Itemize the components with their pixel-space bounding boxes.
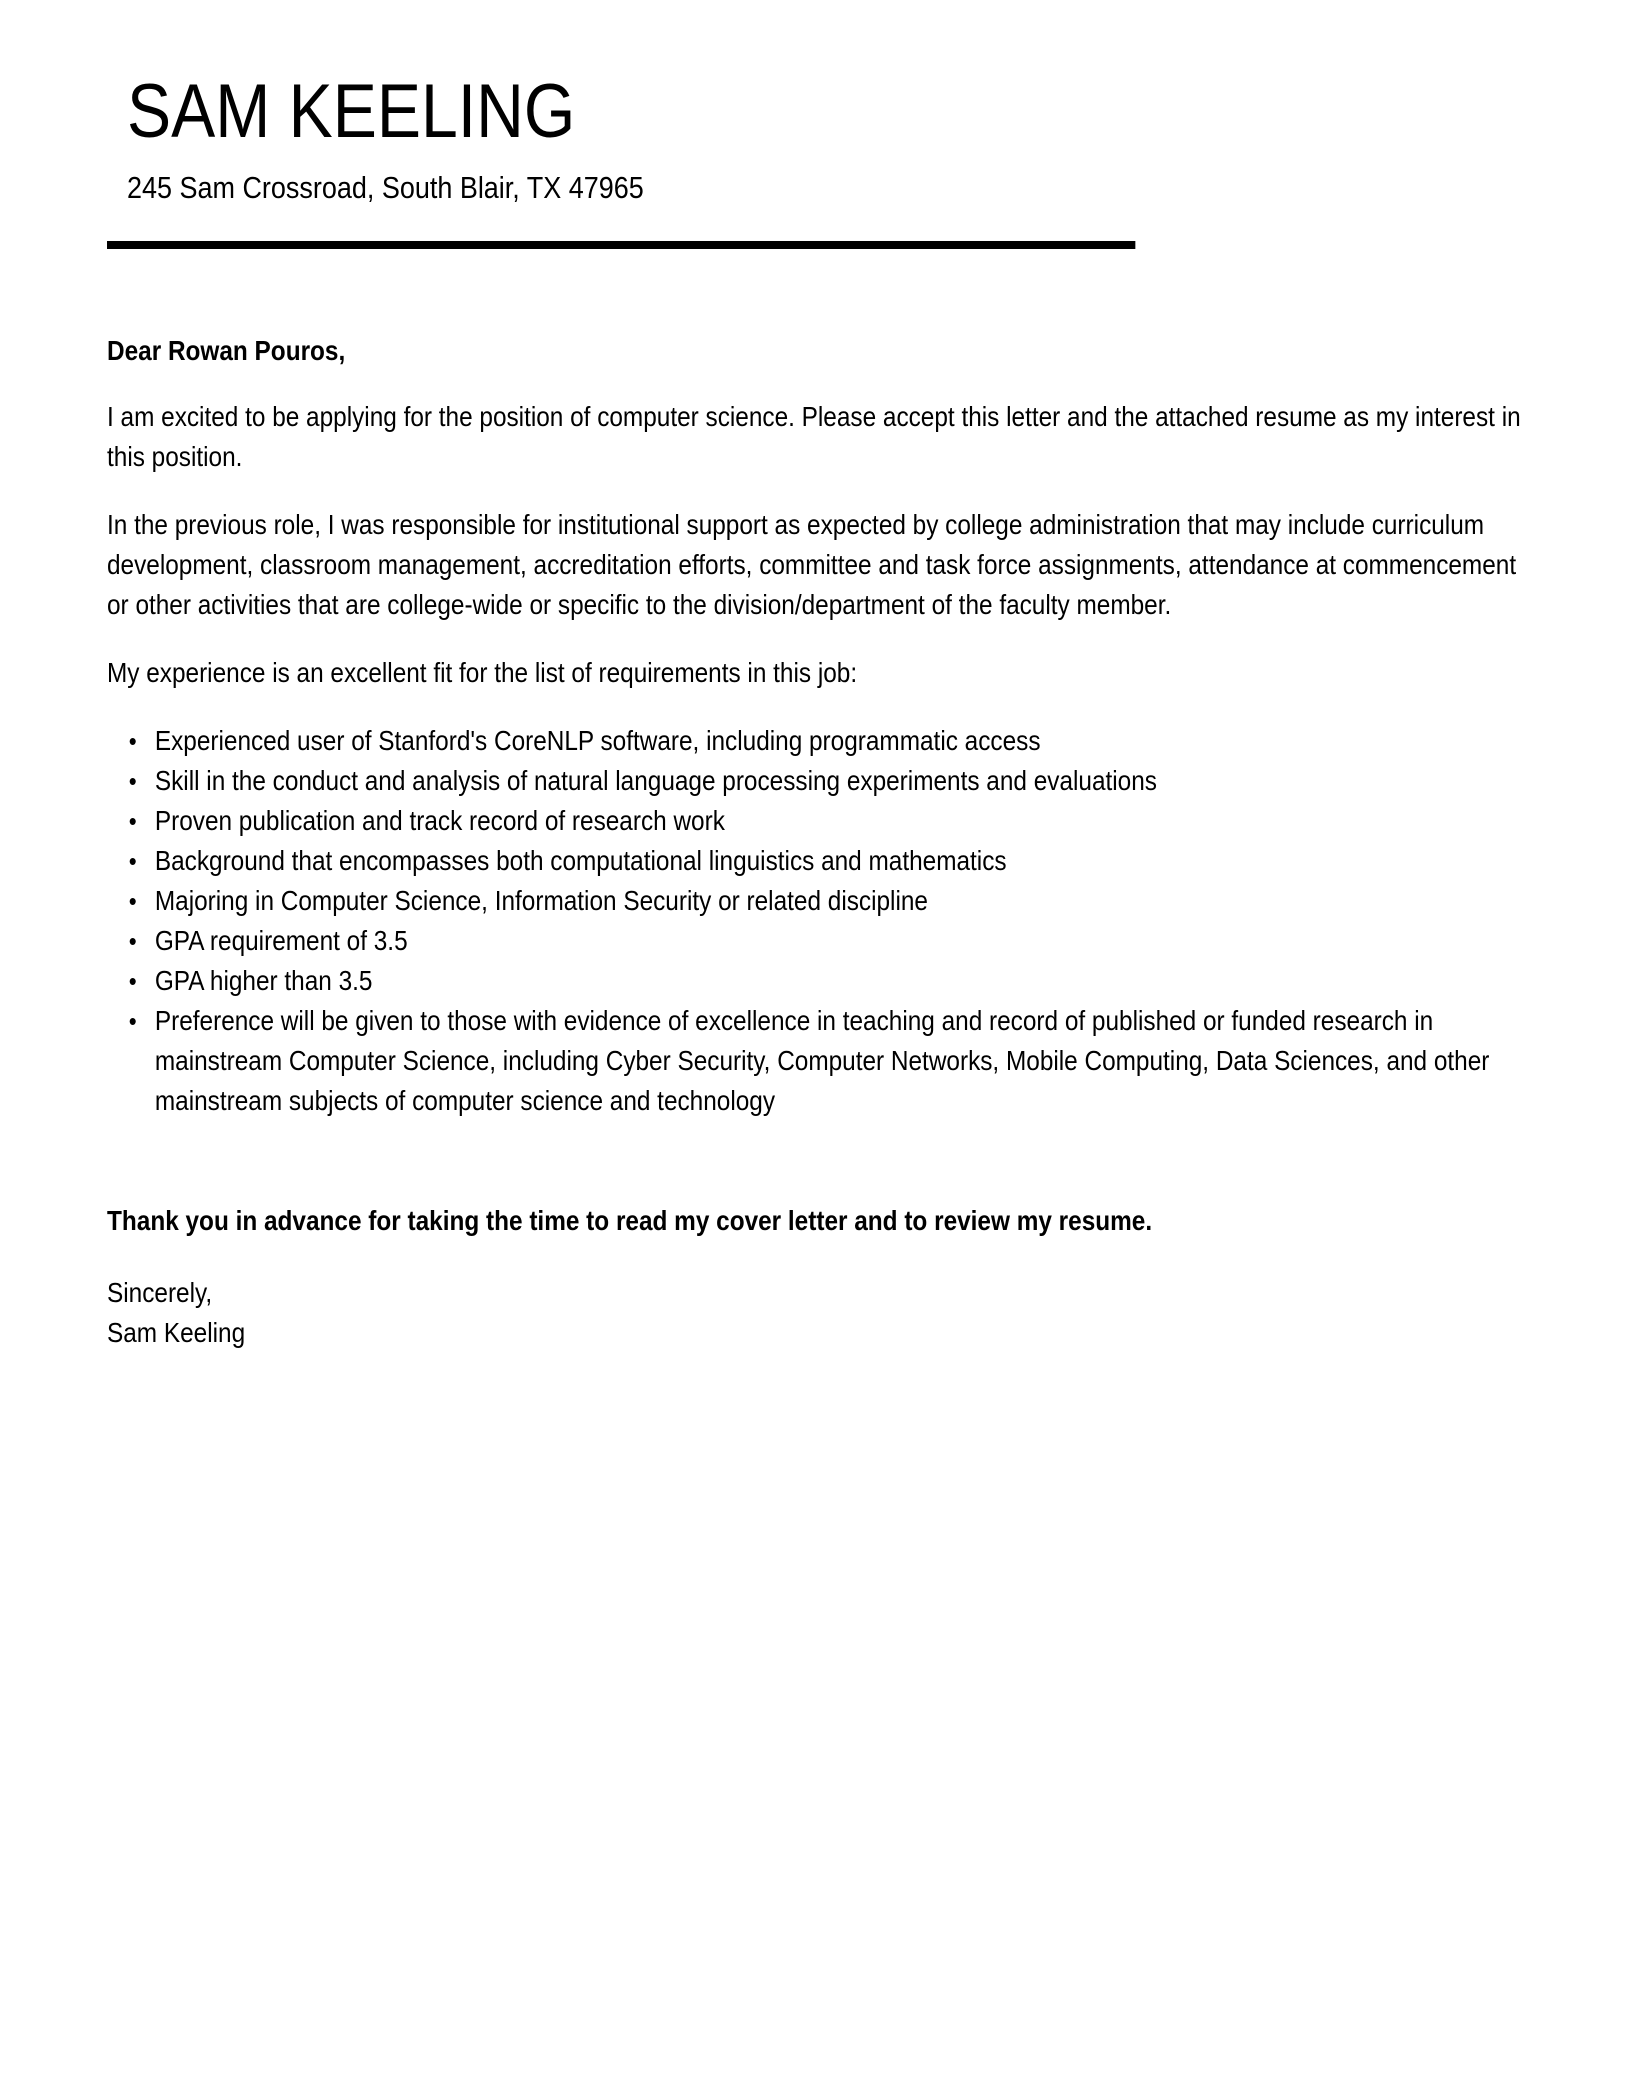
requirement-item: • Experienced user of Stanford's CoreNLP software, including programmatic access bbox=[155, 721, 1525, 761]
requirements-list bbox=[107, 721, 1525, 1121]
requirement-item: • GPA requirement of 3.5 bbox=[155, 921, 1525, 961]
requirement-item: • Proven publication and track record of research work bbox=[155, 801, 1525, 841]
salutation: Dear Rowan Pouros, bbox=[107, 335, 346, 366]
requirement-item: • Preference will be given to those with evidence of excellence in teaching and record of published or funded research in mainstream Computer Science, including Cyber Security, Computer Networks, Mobile Computing, Data Sciences, and other mainstream subjects of computer science and technology bbox=[155, 1001, 1525, 1121]
fit-paragraph: My experience is an excellent fit for the list of requirements in this job: bbox=[107, 657, 858, 688]
closing-statement: Thank you in advance for taking the time to read my cover letter and to review my resume. bbox=[107, 1205, 1153, 1236]
requirement-item: • Majoring in Computer Science, Information Security or related discipline bbox=[155, 881, 1525, 921]
applicant-name: SAM KEELING bbox=[127, 69, 576, 154]
signature-name: Sam Keeling bbox=[107, 1317, 246, 1348]
letter-header bbox=[127, 69, 1525, 205]
requirement-item: • GPA higher than 3.5 bbox=[155, 961, 1525, 1001]
signoff-block bbox=[107, 1273, 1525, 1353]
intro-paragraph: I am excited to be applying for the position of computer science. Please accept this letter and the attached resume as my interest in this position. bbox=[107, 401, 1521, 472]
applicant-address: 245 Sam Crossroad, South Blair, TX 47965 bbox=[127, 170, 644, 205]
experience-paragraph: In the previous role, I was responsible for institutional support as expected by college administration that may include curriculum development, classroom management, accreditation efforts, committee and task force assignments, attendance at commencement or other activities that are college-wide or specific to the division/department of the faculty member. bbox=[107, 509, 1517, 620]
signoff: Sincerely, bbox=[107, 1277, 213, 1308]
requirement-item: • Background that encompasses both computational linguistics and mathematics bbox=[155, 841, 1525, 881]
requirement-item: • Skill in the conduct and analysis of natural language processing experiments and evaluations bbox=[155, 761, 1525, 801]
header-divider bbox=[107, 241, 1135, 249]
